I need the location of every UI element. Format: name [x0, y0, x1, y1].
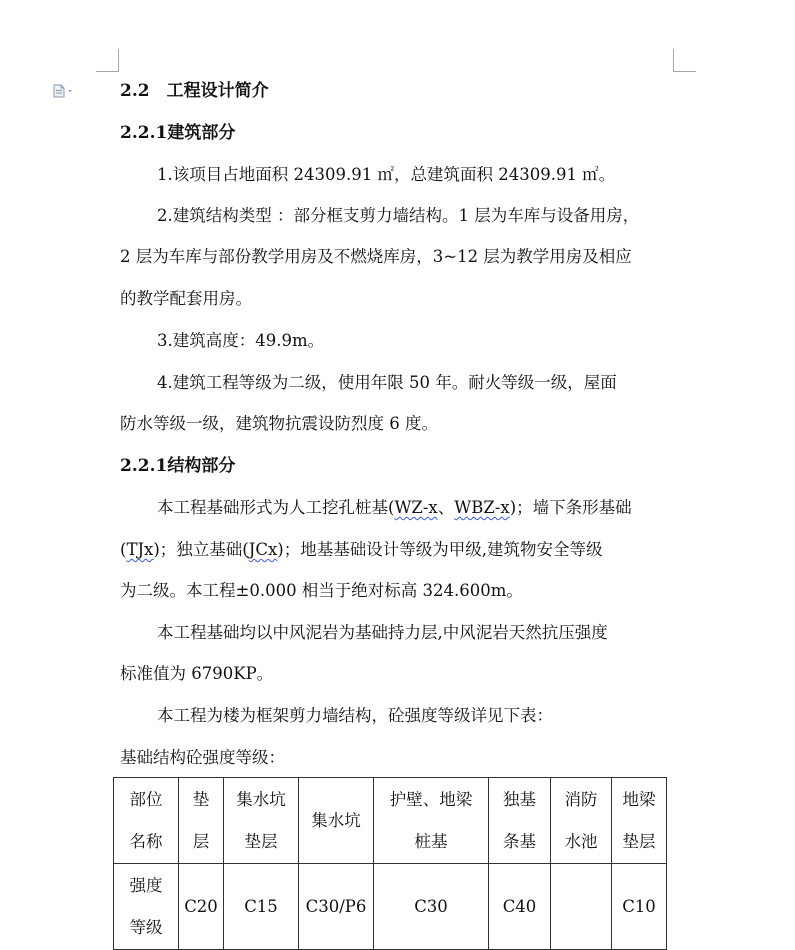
- spellcheck-word: WZ-x: [394, 498, 438, 517]
- table-header-row: [114, 778, 667, 864]
- header-cell-retaining-wall: 护壁、地梁 桩基: [374, 778, 489, 864]
- paragraph-grade-line2: 防水等级一级，建筑物抗震设防烈度 6 度。: [120, 414, 438, 433]
- document-options-icon[interactable]: [53, 84, 73, 98]
- spellcheck-word: JCx: [248, 540, 278, 559]
- value-cell: C20: [179, 864, 224, 950]
- spellcheck-word: TJx: [126, 540, 154, 559]
- paragraph-structure-type-line3: 的教学配套用房。: [120, 289, 252, 308]
- header-cell-isolated-footing: 独基 条基: [489, 778, 551, 864]
- paragraph-height: 3.建筑高度：49.9m。: [157, 331, 325, 350]
- section-heading-structure: 2.2.1结构部分: [120, 456, 236, 476]
- paragraph-foundation-line2: (TJx)；独立基础(JCx)；地基基础设计等级为甲级,建筑物安全等级: [120, 540, 603, 559]
- paragraph-structure-type-line2: 2 层为车库与部份教学用房及不燃烧库房，3~12 层为教学用房及相应: [120, 247, 632, 266]
- paragraph-bearing-line1: 本工程基础均以中风泥岩为基础持力层,中风泥岩天然抗压强度: [157, 623, 608, 642]
- crop-mark-top-left: [96, 49, 119, 72]
- header-cell-sump: 集水坑: [299, 778, 374, 864]
- section-heading-architecture: 2.2.1建筑部分: [120, 123, 236, 143]
- paragraph-bearing-line2: 标准值为 6790KP。: [120, 664, 274, 683]
- header-cell-sump-cushion: 集水坑 垫层: [224, 778, 299, 864]
- paragraph-concrete: 本工程为楼为框架剪力墙结构，砼强度等级详见下表：: [157, 706, 553, 725]
- paragraph-area: 1.该项目占地面积 24309.91 ㎡，总建筑面积 24309.91 ㎡。: [157, 165, 616, 184]
- paragraph-grade-line1: 4.建筑工程等级为二级，使用年限 50 年。耐火等级一级，屋面: [157, 373, 617, 392]
- header-cell-beam-cushion: 地梁 垫层: [612, 778, 667, 864]
- value-cell: C10: [612, 864, 667, 950]
- row-label-cell: 强度 等级: [114, 864, 179, 950]
- value-cell: C15: [224, 864, 299, 950]
- crop-mark-top-right: [673, 49, 696, 72]
- paragraph-structure-type-line1: 2.建筑结构类型 ：部分框支剪力墙结构。1 层为车库与设备用房，: [157, 206, 640, 225]
- value-cell: C30: [374, 864, 489, 950]
- value-cell: C30/P6: [299, 864, 374, 950]
- table-row: [114, 864, 667, 950]
- section-heading-main: 2.2 工程设计简介: [120, 81, 269, 101]
- header-cell-fire-pool: 消防 水池: [551, 778, 612, 864]
- value-cell: C40: [489, 864, 551, 950]
- paragraph-foundation-line1: 本工程基础形式为人工挖孔桩基(WZ-x、WBZ-x)；墙下条形基础: [157, 498, 632, 517]
- header-cell-cushion: 垫 层: [179, 778, 224, 864]
- table-caption: 基础结构砼强度等级：: [120, 748, 285, 767]
- header-cell-part-name: 部位 名称: [114, 778, 179, 864]
- paragraph-foundation-line3: 为二级。本工程±0.000 相当于绝对标高 324.600m。: [120, 581, 523, 600]
- spellcheck-word: WBZ-x: [454, 498, 510, 517]
- concrete-grade-table: [113, 777, 667, 950]
- value-cell: [551, 864, 612, 950]
